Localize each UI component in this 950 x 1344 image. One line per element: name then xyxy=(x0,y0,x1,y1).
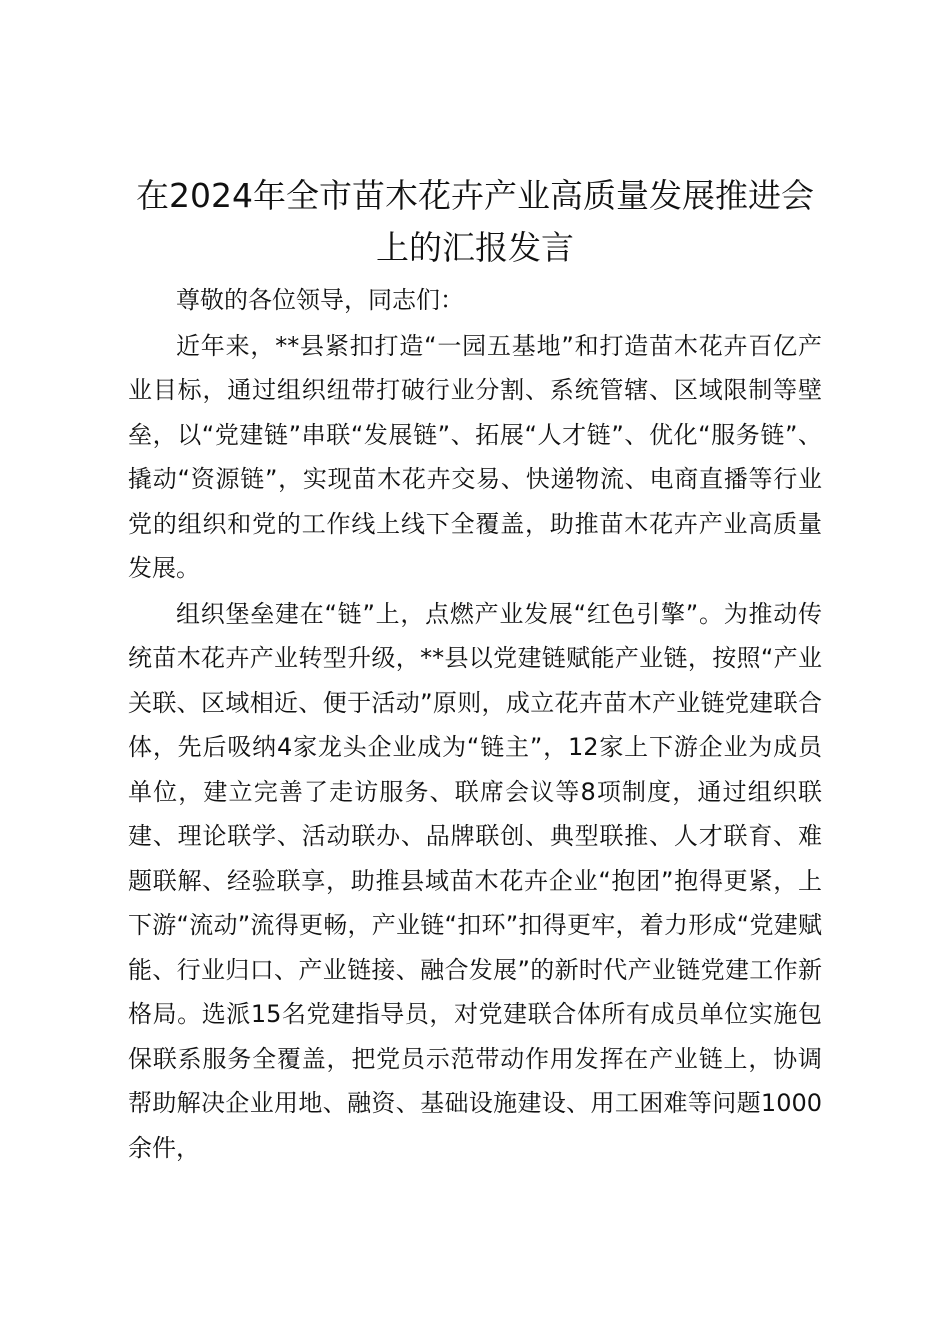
paragraph-intro: 近年来，**县紧扣打造“一园五基地”和打造苗木花卉百亿产业目标，通过组织纽带打破行业分割、系统管辖、区域限制等壁垒，以“党建链”串联“发展链”、拓展“人才链”、优化“服务链”、撬动“资源链”，实现苗木花卉交易、快递物流、电商直播等行业党的组织和党的工作线上线下全覆盖，助推苗木花卉产业高质量发展。 xyxy=(128,331,822,582)
salutation: 尊敬的各位领导，同志们： xyxy=(176,286,464,314)
document-title: 在2024年全市苗木花卉产业高质量发展推进会上的汇报发言 xyxy=(136,176,814,267)
document-body xyxy=(128,278,822,1170)
paragraph-organization: 组织堡垒建在“链”上，点燃产业发展“红色引擎”。为推动传统苗木花卉产业转型升级，**县以党建链赋能产业链，按照“产业关联、区域相近、便于活动”原则，成立花卉苗木产业链党建联合体，先后吸纳4家龙头企业成为“链主”，12家上下游企业为成员单位，建立完善了走访服务、联席会议等8项制度，通过组织联建、理论联学、活动联办、品牌联创、典型联推、人才联育、难题联解、经验联享，助推县域苗木花卉企业“抱团”抱得更紧，上下游“流动”流得更畅，产业链“扣环”扣得更牢，着力形成“党建赋能、行业归口、产业链接、融合发展”的新时代产业链党建工作新格局。选派15名党建指导员，对党建联合体所有成员单位实施包保联系服务全覆盖，把党员示范带动作用发挥在产业链上，协调帮助解决企业用地、融资、基础设施建设、用工困难等问题1000余件， xyxy=(128,599,822,1162)
